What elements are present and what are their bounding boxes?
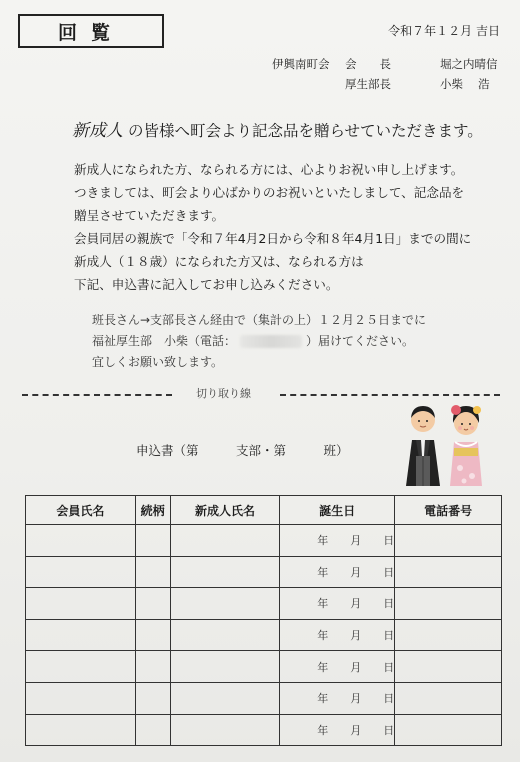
sender-name: 小柴 浩 — [440, 77, 490, 91]
member-name-cell[interactable] — [26, 619, 136, 651]
notice-body — [74, 158, 471, 296]
phone-cell[interactable] — [395, 556, 502, 588]
headline-emphasis: 新成人 — [72, 121, 123, 141]
body-line: 贈呈させていただきます。 — [74, 208, 225, 223]
birthday-cell[interactable]: 年 月 日 — [280, 651, 395, 683]
new-adult-name-cell[interactable] — [170, 651, 280, 683]
body-line: 会員同居の親族で「令和７年4月2日から令和８年4月1日」までの間に — [74, 231, 472, 246]
header-member-name: 会員氏名 — [26, 496, 136, 525]
cut-line-label: 切り取り線 — [196, 387, 251, 400]
phone-cell[interactable] — [395, 619, 502, 651]
contact-prefix: 福祉厚生部 小柴（電話： — [92, 334, 237, 348]
new-adult-name-cell[interactable] — [170, 714, 280, 746]
birthday-cell[interactable]: 年 月 日 — [280, 556, 395, 588]
new-adult-name-cell[interactable] — [170, 588, 280, 620]
relationship-cell[interactable] — [135, 714, 170, 746]
header-new-adult-name: 新成人氏名 — [170, 496, 280, 525]
relationship-cell[interactable] — [135, 651, 170, 683]
sender-names — [440, 54, 498, 94]
sender-role: 会 長 — [345, 57, 391, 71]
new-adult-name-cell[interactable] — [170, 682, 280, 714]
member-name-cell[interactable] — [26, 682, 136, 714]
phone-cell[interactable] — [395, 651, 502, 683]
member-name-cell[interactable] — [26, 525, 136, 557]
table-row — [26, 651, 502, 683]
table-row — [26, 556, 502, 588]
birthday-cell[interactable]: 年 月 日 — [280, 525, 395, 557]
headline-text: の皆様へ町会より記念品を贈らせていただきます。 — [127, 122, 483, 140]
body-line: 新成人（１８歳）になられた方又は、なられる方は — [74, 254, 364, 269]
relationship-cell[interactable] — [135, 588, 170, 620]
relationship-cell[interactable] — [135, 525, 170, 557]
relationship-cell[interactable] — [135, 619, 170, 651]
phone-cell[interactable] — [395, 714, 502, 746]
circulation-stamp: 回覧 — [18, 14, 164, 48]
cut-line-left — [22, 394, 172, 396]
body-line: 下記、申込書に記入してお申し込みください。 — [74, 277, 339, 292]
body-line: つきましては、町会より心ばかりのお祝いといたしまして、記念品を — [74, 185, 465, 200]
cut-line-right — [280, 394, 500, 396]
sender-role: 厚生部長 — [345, 77, 391, 91]
application-table — [25, 495, 502, 746]
instruction-line — [92, 331, 426, 352]
issue-date: 令和７年１２月 吉日 — [388, 24, 500, 38]
new-adult-name-cell[interactable] — [170, 525, 280, 557]
table-row — [26, 714, 502, 746]
new-adult-name-cell[interactable] — [170, 556, 280, 588]
birthday-cell[interactable]: 年 月 日 — [280, 714, 395, 746]
member-name-cell[interactable] — [26, 714, 136, 746]
table-header-row — [26, 496, 502, 525]
kimono-couple-illustration — [394, 398, 494, 488]
headline — [72, 116, 483, 141]
table-row — [26, 588, 502, 620]
sender-org-line: 伊興南町会 — [272, 57, 330, 71]
birthday-cell[interactable]: 年 月 日 — [280, 619, 395, 651]
body-line: 新成人になられた方、なられる方には、心よりお祝い申し上げます。 — [74, 162, 464, 177]
birthday-cell[interactable]: 年 月 日 — [280, 588, 395, 620]
application-form-title: 申込書（第 支部・第 班） — [136, 443, 349, 458]
table-row — [26, 619, 502, 651]
phone-cell[interactable] — [395, 525, 502, 557]
header-phone: 電話番号 — [395, 496, 502, 525]
instruction-line: 班長さん→支部長さん経由で（集計の上）１２月２５日までに — [92, 313, 427, 327]
phone-cell[interactable] — [395, 682, 502, 714]
relationship-cell[interactable] — [135, 682, 170, 714]
contact-suffix: ）届けてください。 — [306, 334, 415, 348]
header-relationship: 続柄 — [135, 496, 170, 525]
header-birthday: 誕生日 — [280, 496, 395, 525]
table-row — [26, 682, 502, 714]
redacted-phone — [240, 335, 302, 348]
relationship-cell[interactable] — [135, 556, 170, 588]
table-row — [26, 525, 502, 557]
member-name-cell[interactable] — [26, 556, 136, 588]
new-adult-name-cell[interactable] — [170, 619, 280, 651]
sender-org — [272, 54, 330, 74]
sender-roles — [345, 54, 391, 94]
birthday-cell[interactable]: 年 月 日 — [280, 682, 395, 714]
phone-cell[interactable] — [395, 588, 502, 620]
submission-instructions — [92, 310, 426, 373]
instruction-line: 宜しくお願い致します。 — [92, 355, 224, 369]
member-name-cell[interactable] — [26, 588, 136, 620]
member-name-cell[interactable] — [26, 651, 136, 683]
sender-name: 堀之内晴信 — [440, 57, 498, 71]
